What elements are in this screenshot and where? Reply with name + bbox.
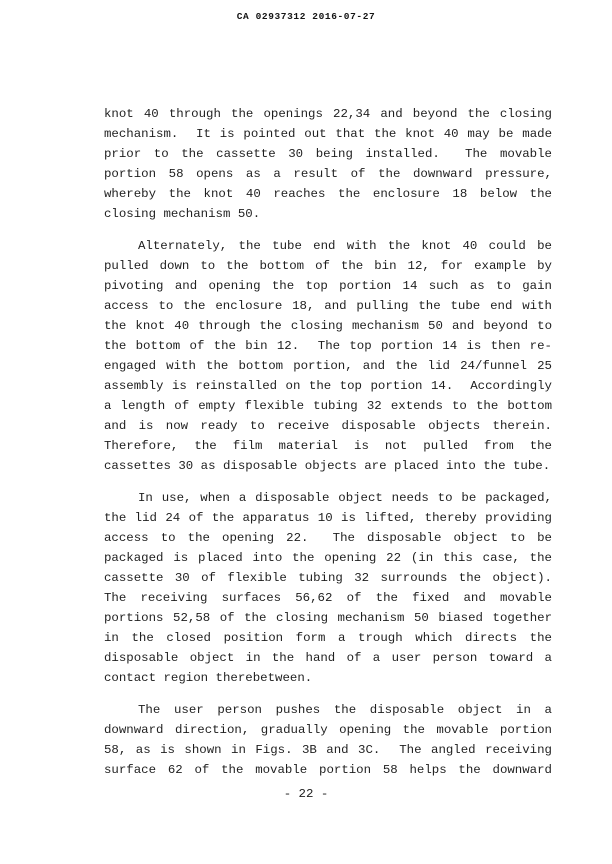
text-line: surface 62 of the movable portion 58 helps the downward	[104, 763, 552, 777]
document-id-header: CA 02937312 2016-07-27	[236, 11, 376, 22]
text-line: access to the enclosure 18, and pulling the tube end with	[104, 299, 552, 313]
text-line: whereby the knot 40 reaches the enclosure 18 below the	[104, 187, 552, 201]
text-line: and is now ready to receive disposable objects therein.	[104, 419, 552, 433]
text-line: pivoting and opening the top portion 14 such as to gain	[104, 279, 552, 293]
text-line: Alternately, the tube end with the knot 40 could be	[138, 239, 552, 253]
text-line: In use, when a disposable object needs to be packaged,	[138, 491, 552, 505]
text-line: assembly is reinstalled on the top portion 14. Accordingly	[104, 379, 552, 393]
text-line: downward direction, gradually opening the movable portion	[104, 723, 552, 737]
text-line: Therefore, the film material is not pulled from the	[104, 439, 552, 453]
text-line: cassettes 30 as disposable objects are placed into the tube.	[104, 459, 551, 473]
paragraph	[104, 104, 552, 224]
text-line: a length of empty flexible tubing 32 extends to the bottom	[104, 399, 552, 413]
text-line: prior to the cassette 30 being installed. The movable	[104, 147, 552, 161]
text-line: The user person pushes the disposable object in a	[138, 703, 552, 717]
paragraph	[104, 488, 552, 688]
text-line: packaged is placed into the opening 22 (in this case, the	[104, 551, 552, 565]
text-line: in the closed position form a trough which directs the	[104, 631, 552, 645]
text-line: mechanism. It is pointed out that the knot 40 may be made	[104, 127, 552, 141]
text-line: portions 52,58 of the closing mechanism 50 biased together	[104, 611, 552, 625]
text-line: the knot 40 through the closing mechanism 50 and beyond to	[104, 319, 552, 333]
paragraph	[104, 700, 552, 780]
paragraph	[104, 236, 552, 476]
page-number: - 22 -	[283, 787, 329, 801]
text-line: cassette 30 of flexible tubing 32 surrounds the object).	[104, 571, 552, 585]
text-line: closing mechanism 50.	[104, 207, 261, 221]
text-line: The receiving surfaces 56,62 of the fixed and movable	[104, 591, 552, 605]
text-line: knot 40 through the openings 22,34 and beyond the closing	[104, 107, 552, 121]
text-line: portion 58 opens as a result of the downward pressure,	[104, 167, 552, 181]
text-line: pulled down to the bottom of the bin 12, for example by	[104, 259, 552, 273]
text-line: engaged with the bottom portion, and the lid 24/funnel 25	[104, 359, 552, 373]
text-line: the bottom of the bin 12. The top portion 14 is then re-	[104, 339, 552, 353]
document-body	[104, 104, 552, 780]
text-line: contact region therebetween.	[104, 671, 313, 685]
text-line: access to the opening 22. The disposable object to be	[104, 531, 552, 545]
text-line: the lid 24 of the apparatus 10 is lifted, thereby providing	[104, 511, 552, 525]
text-line: disposable object in the hand of a user person toward a	[104, 651, 552, 665]
text-line: 58, as is shown in Figs. 3B and 3C. The angled receiving	[104, 743, 552, 757]
